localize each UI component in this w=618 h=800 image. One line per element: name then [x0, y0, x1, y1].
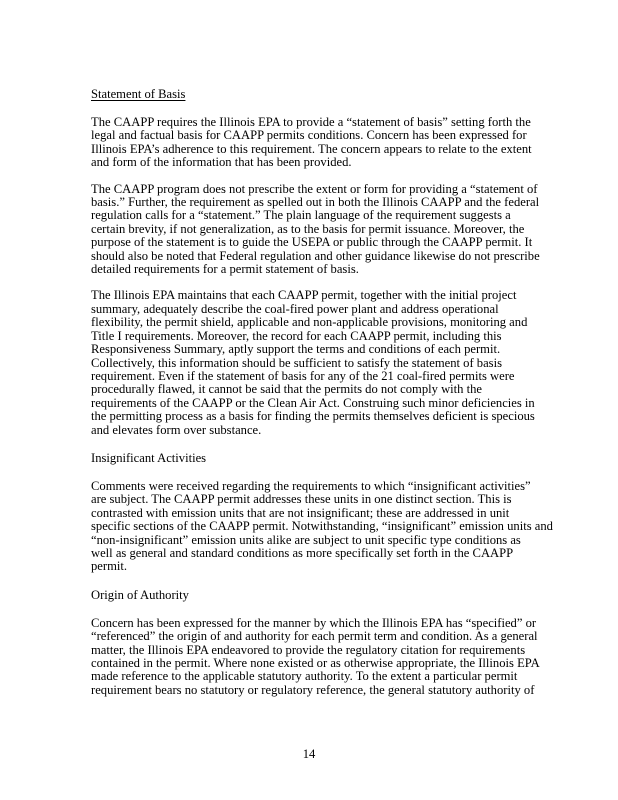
text-line: Title I requirements. Moreover, the record for each CAAPP permit, including this [91, 328, 502, 343]
section-heading: Origin of Authority [91, 587, 189, 602]
text-line: and form of the information that has been provided. [91, 155, 352, 170]
page-body [91, 86, 576, 697]
text-line: Illinois EPA’s adherence to this requirement. The concern appears to relate to the extent [91, 141, 532, 156]
text-line: and elevates form over substance. [91, 422, 262, 437]
text-line: procedurally flawed, it cannot be said that the permits do not comply with the [91, 382, 483, 397]
paragraph [91, 183, 576, 277]
paragraph [91, 116, 576, 170]
text-line: Responsiveness Summary, aptly support the terms and conditions of each permit. [91, 342, 501, 357]
text-line: requirement bears no statutory or regulatory reference, the general statutory authority of [91, 682, 535, 697]
text-line: requirements of the CAAPP or the Clean Air Act. Construing such minor deficiencies in [91, 395, 535, 410]
text-line: legal and factual basis for CAAPP permits conditions. Concern has been expressed for [91, 128, 527, 143]
text-line: the permitting process as a basis for finding the permits themselves deficient is specious [91, 409, 535, 424]
text-line: Collectively, this information should be sufficient to satisfy the statement of basis [91, 355, 502, 370]
text-line: matter, the Illinois EPA endeavored to provide the regulatory citation for requirements [91, 642, 526, 657]
text-line: permit. [91, 559, 128, 574]
section-heading: Insignificant Activities [91, 450, 207, 465]
section-insignificant-activities [91, 450, 576, 587]
text-line: are subject. The CAAPP permit addresses these units in one distinct section. This is [91, 492, 512, 507]
paragraph [91, 480, 576, 574]
text-line: purpose of the statement is to guide the USEPA or public through the CAAPP permit. It [91, 235, 533, 250]
text-line: The CAAPP program does not prescribe the extent or form for providing a “statement of [91, 181, 538, 196]
text-line: contained in the permit. Where none existed or as otherwise appropriate, the Illinois EPA [91, 656, 540, 670]
text-line: should also be noted that Federal regulation and other guidance likewise do not prescribe [91, 248, 540, 263]
text-line: “referenced” the origin of and authority for each permit term and condition. As a general [91, 629, 538, 644]
text-line: Concern has been expressed for the manner by which the Illinois EPA has “specified” or [91, 615, 537, 630]
text-line: specific sections of the CAAPP permit. Notwithstanding, “insignificant” emission units and [91, 519, 553, 534]
text-line: certain brevity, if not generalization, as to the basis for permit issuance. Moreover, the [91, 221, 525, 236]
text-line: detailed requirements for a permit statement of basis. [91, 262, 359, 277]
paragraph [91, 289, 576, 436]
text-line: requirement. Even if the statement of basis for any of the 21 coal-fired permits were [91, 368, 515, 383]
text-line: The CAAPP requires the Illinois EPA to provide a “statement of basis” setting forth the [91, 115, 531, 129]
page-number: 14 [302, 747, 316, 761]
text-line: regulation calls for a “statement.” The plain language of the requirement suggests a [91, 208, 511, 223]
text-line: contrasted with emission units that are not insignificant; these are addressed in unit [91, 505, 510, 520]
text-line: summary, adequately describe the coal-fired power plant and address operational [91, 301, 499, 316]
text-line: basis.” Further, the requirement as spelled out in both the Illinois CAAPP and the federal [91, 195, 540, 210]
text-line: The Illinois EPA maintains that each CAAPP permit, together with the initial project [91, 288, 517, 303]
text-line: Comments were received regarding the requirements to which “insignificant activities” [91, 478, 531, 493]
section-origin-of-authority [91, 587, 576, 697]
section-heading: Statement of Basis [91, 87, 186, 101]
text-line: flexibility, the permit shield, applicable and non-applicable provisions, monitoring and [91, 315, 528, 330]
section-statement-of-basis [91, 86, 576, 450]
text-line: well as general and standard conditions as more specifically set forth in the CAAPP [91, 545, 514, 560]
text-line: made reference to the applicable statutory authority. To the extent a particular permit [91, 669, 518, 684]
paragraph [91, 617, 576, 697]
text-line: “non-insignificant” emission units alike are subject to unit specific type conditions as [91, 532, 521, 547]
